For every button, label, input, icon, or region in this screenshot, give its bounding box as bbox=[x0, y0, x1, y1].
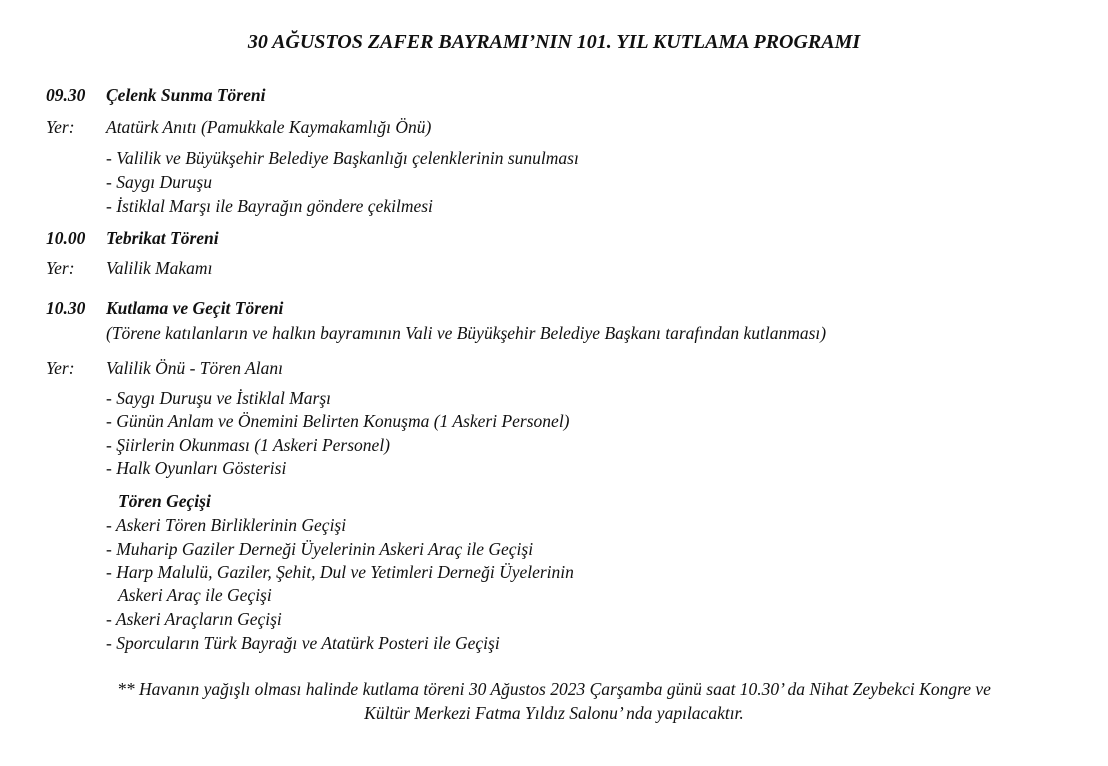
place-label: Yer: bbox=[46, 117, 75, 137]
program-title: 30 AĞUSTOS ZAFER BAYRAMI’NIN 101. YIL KUTLAMA PROGRAMI bbox=[247, 31, 861, 53]
event-name: Tebrikat Töreni bbox=[106, 228, 219, 248]
list-item: - Askeri Tören Birliklerinin Geçişi bbox=[106, 515, 347, 535]
event-1000-place bbox=[0, 258, 1108, 278]
place-value: Valilik Makamı bbox=[106, 258, 213, 278]
list-item: - İstiklal Marşı ile Bayrağın göndere çekilmesi bbox=[106, 196, 433, 216]
event-1030-place bbox=[0, 358, 1108, 378]
event-time: 10.30 bbox=[46, 298, 86, 318]
event-0930-header bbox=[0, 85, 1108, 105]
event-0930-place bbox=[0, 117, 1108, 137]
list-item: - Şiirlerin Okunması (1 Askeri Personel) bbox=[106, 435, 391, 455]
list-item: - Sporcuların Türk Bayrağı ve Atatürk Posteri ile Geçişi bbox=[106, 633, 500, 653]
event-1030-header bbox=[0, 298, 1108, 318]
event-time: 09.30 bbox=[46, 85, 86, 105]
list-item: - Askeri Araçların Geçişi bbox=[106, 609, 282, 629]
event-1000-header bbox=[0, 228, 1108, 248]
list-item: - Saygı Duruşu bbox=[106, 172, 212, 192]
place-label: Yer: bbox=[46, 258, 75, 278]
list-item: - Halk Oyunları Gösterisi bbox=[106, 458, 287, 478]
list-item: - Günün Anlam ve Önemini Belirten Konuşma (1 Askeri Personel) bbox=[106, 411, 570, 431]
rain-note-line-2: Kültür Merkezi Fatma Yıldız Salonu’ nda yapılacaktır. bbox=[364, 703, 744, 723]
rain-note-line-1: ** Havanın yağışlı olması halinde kutlama töreni 30 Ağustos 2023 Çarşamba günü saat 10.30’ da Nihat Zeybekci Kongre ve bbox=[117, 679, 991, 699]
list-item: - Valilik ve Büyükşehir Belediye Başkanlığı çelenklerinin sunulması bbox=[106, 148, 579, 168]
place-value: Valilik Önü - Tören Alanı bbox=[106, 358, 283, 378]
event-name: Çelenk Sunma Töreni bbox=[106, 85, 266, 105]
list-item: - Muharip Gaziler Derneği Üyelerinin Askeri Araç ile Geçişi bbox=[106, 539, 534, 559]
parade-heading: Tören Geçişi bbox=[118, 491, 211, 511]
list-item: - Saygı Duruşu ve İstiklal Marşı bbox=[106, 388, 332, 408]
list-item-continuation: Askeri Araç ile Geçişi bbox=[118, 585, 272, 605]
list-item: - Harp Malulü, Gaziler, Şehit, Dul ve Yetimleri Derneği Üyelerinin bbox=[106, 562, 574, 582]
event-time: 10.00 bbox=[46, 228, 86, 248]
event-name: Kutlama ve Geçit Töreni bbox=[106, 298, 284, 318]
place-value: Atatürk Anıtı (Pamukkale Kaymakamlığı Önü) bbox=[106, 117, 432, 137]
place-label: Yer: bbox=[46, 358, 75, 378]
event-description: (Törene katılanların ve halkın bayramının Vali ve Büyükşehir Belediye Başkanı tarafından kutlanması) bbox=[106, 323, 827, 343]
